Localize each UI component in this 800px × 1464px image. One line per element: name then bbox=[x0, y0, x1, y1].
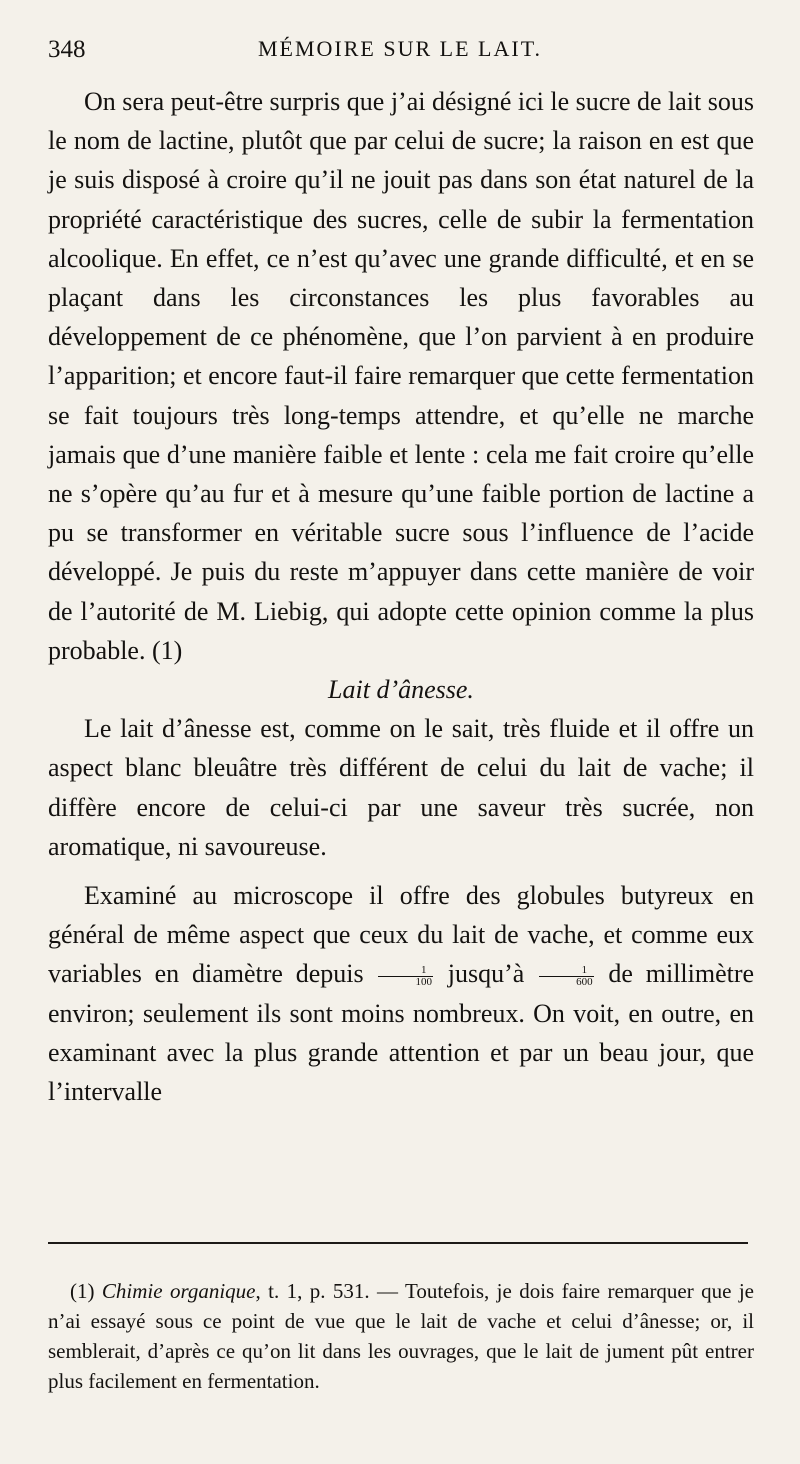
footnote-marker: (1) bbox=[70, 1279, 95, 1303]
paragraph-lactine: On sera peut-être surpris que j’ai désigné ici le sucre de lait sous le nom de lactine, plutôt que par celui de sucre; la raison en est que je suis disposé à croire qu’il ne jouit pas dans son état naturel de la propriété caractéristique des sucres, celle de subir la fermentation alcoolique. En effet, ce n’est qu’avec une grande difficulté, et en se plaçant dans les circonstances les plus favorables au développement de ce phénomène, que l’on parvient à en produire l’apparition; et encore faut-il faire remarquer que cette fermentation se fait toujours très long-temps attendre, et qu’elle ne marche jamais que d’une manière faible et lente : cela me fait croire qu’elle ne s’opère qu’au fur et à mesure qu’une faible portion de lactine a pu se transformer en véritable sucre sous l’influence de l’acide développé. Je puis du reste m’appuyer dans cette manière de voir de l’autorité de M. Liebig, qui adopte cette opinion comme la plus probable. (1) bbox=[48, 87, 754, 665]
footnote-text: , t. 1, p. 531. — Toutefois, je dois faire remarquer que je n’ai essayé sous ce point de vue que le lait de vache et celui d’ânesse; or, il semblerait, d’après ce qu’on lit dans les ouvrages, que le lait de jument pût entrer plus facilement en fermentation. bbox=[48, 1279, 754, 1393]
fraction-numerator: 1 bbox=[378, 965, 433, 977]
running-title: MÉMOIRE SUR LE LAIT. bbox=[257, 36, 543, 61]
footnote-paragraph bbox=[48, 1276, 754, 1396]
microscope-text-part1: Examiné au microscope il offre des globules butyreux en général de même aspect que ceux du lait de vache, et comme eux variables en diamètre depuis bbox=[48, 881, 754, 989]
fraction-one-six-hundredth bbox=[539, 965, 594, 988]
footnote bbox=[48, 1276, 754, 1396]
microscope-text-part3: de millimètre environ; seulement ils sont moins nombreux. On voit, en outre, en examinant avec la plus grande attention et par un beau jour, que l’intervalle bbox=[48, 959, 755, 1107]
fraction-denominator: 600 bbox=[576, 976, 593, 988]
microscope-text-part2: jusqu’à bbox=[447, 959, 525, 989]
paragraph-lait-anesse: Le lait d’ânesse est, comme on le sait, très fluide et il offre un aspect blanc bleuâtre très différent de celui du lait de vache; il diffère encore de celui-ci par une saveur très sucrée, non aromatique, ni savoureuse. bbox=[48, 714, 754, 861]
footnote-divider bbox=[48, 1242, 748, 1244]
fraction-one-hundredth bbox=[378, 965, 433, 988]
fraction-denominator: 100 bbox=[415, 976, 432, 988]
section-title: Lait d’ânesse. bbox=[328, 675, 474, 705]
fraction-numerator: 1 bbox=[539, 965, 594, 977]
page-header bbox=[48, 32, 752, 72]
page-number: 348 bbox=[48, 36, 86, 63]
main-text bbox=[48, 82, 754, 1111]
footnote-cited-title: Chimie organique bbox=[101, 1279, 256, 1303]
paragraph-microscope bbox=[48, 876, 754, 1111]
